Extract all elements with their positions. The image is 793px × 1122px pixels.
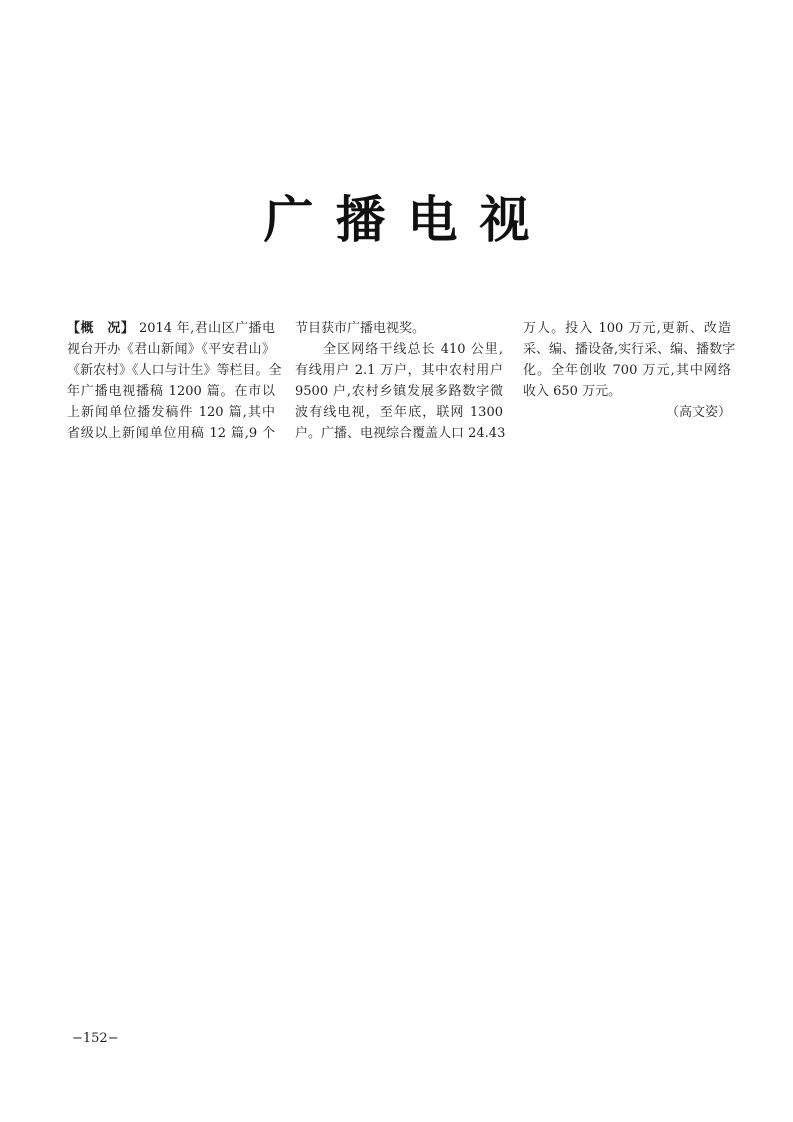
text-line: 化。全年创收 700 万元,其中网络 bbox=[523, 363, 731, 378]
text-line: 全区网络干线总长 410 公里, bbox=[295, 342, 503, 357]
text-line: 波有线电视，至年底，联网 1300 bbox=[295, 405, 503, 420]
text-line: 9500 户,农村乡镇发展多路数字微 bbox=[295, 384, 503, 399]
text-line: 万人。投入 100 万元,更新、改造 bbox=[523, 321, 731, 336]
text-line: 收入 650 万元。 bbox=[523, 384, 622, 399]
text-line: 《新农村》《人口与计生》等栏目。全 bbox=[67, 363, 282, 378]
text-line-rest: 2014 年,君山区广播电 bbox=[138, 321, 275, 336]
text-line: 省级以上新闻单位用稿 12 篇,9 个 bbox=[67, 426, 275, 441]
text-column-1 bbox=[67, 318, 282, 444]
text-line: 上新闻单位播发稿件 120 篇,其中 bbox=[67, 405, 275, 420]
page-number: −152− bbox=[72, 1031, 119, 1046]
text-line: 户。广播、电视综合覆盖人口 24.43 bbox=[295, 426, 506, 441]
page-title: 广播电视 bbox=[263, 191, 552, 249]
author-credit: （高文姿） bbox=[665, 405, 731, 420]
text-column-2 bbox=[295, 318, 506, 444]
text-column-3 bbox=[523, 318, 736, 423]
text-line: 视台开办《君山新闻》《平安君山》 bbox=[67, 342, 275, 357]
section-heading: 【概 况】 bbox=[67, 321, 135, 336]
text-line: 有线用户 2.1 万户，其中农村用户 bbox=[295, 363, 503, 378]
text-line: 年广播电视播稿 1200 篇。在市以 bbox=[67, 384, 275, 399]
text-line: 节目获市广播电视奖。 bbox=[295, 321, 426, 336]
text-line bbox=[67, 318, 275, 339]
text-line: 采、编、播设备,实行采、编、播数字 bbox=[523, 342, 736, 357]
